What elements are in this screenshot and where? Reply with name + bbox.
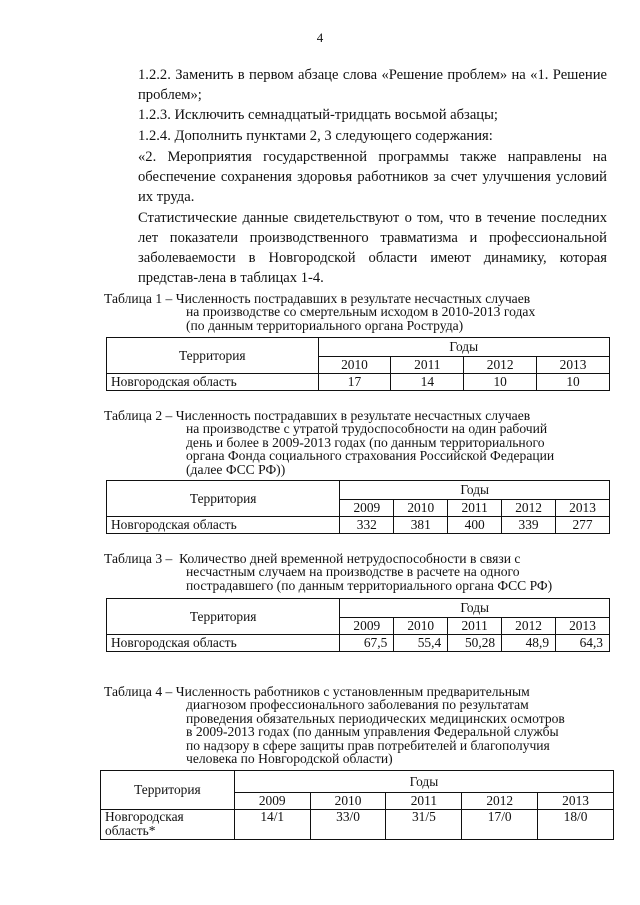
table-3 (106, 598, 610, 652)
table-cell: 18/0 (538, 810, 614, 840)
table-2 (106, 480, 610, 534)
table-cell: 48,9 (502, 635, 556, 652)
table-2-label: Таблица 2 – (104, 408, 173, 423)
table-cell: 17/0 (462, 810, 538, 840)
table-row (107, 517, 610, 534)
year-header: 2009 (234, 793, 310, 810)
year-header: 2010 (394, 618, 448, 635)
table-1 (106, 337, 610, 391)
row-territory-name: Новгородская область (107, 517, 340, 534)
table-cell: 10 (537, 374, 610, 391)
caption-line: (далее ФСС РФ)) (186, 461, 286, 477)
table-header-territory: Территория (101, 771, 235, 810)
caption-line: Численность пострадавших в результате несчастных случаев (175, 408, 531, 423)
paragraph-text: 1.2.3. Исключить семнадцатый-тридцать восьмой абзацы; (138, 107, 498, 123)
table-header-years: Годы (234, 771, 613, 793)
caption-line: человека по Новгородской области) (186, 751, 393, 767)
row-name-line: Новгородская (105, 809, 184, 824)
paragraph-1-2-4 (102, 126, 607, 146)
paragraph-1-2-2 (102, 65, 607, 105)
table-1-caption (104, 292, 614, 332)
year-header: 2011 (391, 357, 464, 374)
table-cell: 14 (391, 374, 464, 391)
paragraph-text: «2. Мероприятия государственной программы также направлены на обеспечение сохранения здоровья работников за счет улучшения условий их труда. (138, 149, 607, 205)
year-header: 2010 (318, 357, 391, 374)
paragraph-text: 1.2.2. Заменить в первом абзаце слова «Решение проблем» на «1. Решение проблем»; (138, 67, 607, 103)
year-header: 2012 (502, 618, 556, 635)
table-3-caption (104, 552, 614, 592)
table-cell: 381 (394, 517, 448, 534)
table-cell: 10 (464, 374, 537, 391)
table-4 (100, 770, 614, 840)
year-header: 2013 (538, 793, 614, 810)
table-cell: 33/0 (310, 810, 386, 840)
year-header: 2011 (386, 793, 462, 810)
row-territory-name (101, 810, 235, 840)
table-cell: 332 (340, 517, 394, 534)
year-header: 2011 (448, 618, 502, 635)
table-row (101, 810, 614, 840)
caption-line: (по данным территориального органа Роструда) (186, 317, 464, 333)
table-cell: 67,5 (340, 635, 394, 652)
caption-line: Количество дней временной нетрудоспособности в связи с (179, 551, 521, 566)
table-cell: 14/1 (234, 810, 310, 840)
year-header: 2012 (502, 500, 556, 517)
page-number: 4 (316, 30, 324, 45)
caption-line: в 2009-2013 годах (по данным управления Федеральной службы (186, 724, 559, 740)
caption-line: проведения обязательных периодических медицинских осмотров (186, 710, 565, 726)
caption-line: Численность работников с установленным предварительным (175, 684, 530, 699)
paragraph-text: Статистические данные свидетельствуют о том, что в течение последних лет показатели производственного травматизма и профессиональной заболеваемости в Новгородской области имеют динамику, которая представ-лена в таблицах 1-4. (138, 210, 607, 286)
table-row (107, 374, 610, 391)
caption-line: органа Фонда социального страхования Российской Федерации (186, 448, 555, 464)
paragraph-statistics (102, 208, 607, 288)
year-header: 2013 (556, 618, 610, 635)
caption-line: на производстве со смертельным исходом в 2010-2013 годах (186, 304, 536, 320)
caption-line: пострадавшего (по данным территориального органа ФСС РФ) (186, 577, 553, 593)
year-header: 2013 (537, 357, 610, 374)
table-header-years: Годы (318, 338, 609, 357)
caption-line: Численность пострадавших в результате несчастных случаев (175, 291, 531, 306)
year-header: 2012 (462, 793, 538, 810)
table-header-territory: Территория (107, 338, 319, 374)
year-header: 2013 (556, 500, 610, 517)
caption-line: по надзору в сфере защиты прав потребителей и благополучия (186, 737, 550, 753)
table-cell: 55,4 (394, 635, 448, 652)
table-4-caption (104, 685, 614, 765)
paragraph-program-2 (102, 147, 607, 207)
row-name-line: область* (105, 823, 156, 838)
caption-line: несчастным случаем на производстве в расчете на одного (186, 564, 520, 580)
year-header: 2009 (340, 500, 394, 517)
table-header-years: Годы (340, 599, 610, 618)
table-4-label: Таблица 4 – (104, 684, 173, 699)
table-2-caption (104, 409, 614, 476)
table-cell: 64,3 (556, 635, 610, 652)
table-3-label: Таблица 3 – (104, 551, 173, 566)
paragraph-1-2-3 (102, 105, 607, 125)
caption-line: диагнозом профессионального заболевания по результатам (186, 697, 529, 713)
year-header: 2009 (340, 618, 394, 635)
paragraph-text: 1.2.4. Дополнить пунктами 2, 3 следующего содержания: (138, 128, 493, 144)
table-header-years: Годы (340, 481, 610, 500)
caption-line: на производстве с утратой трудоспособности на один рабочий (186, 421, 548, 437)
row-territory-name: Новгородская область (107, 374, 319, 391)
year-header: 2012 (464, 357, 537, 374)
caption-line: день и более в 2009-2013 годах (по данным территориального (186, 434, 545, 450)
table-1-label: Таблица 1 – (104, 291, 173, 306)
year-header: 2010 (310, 793, 386, 810)
year-header: 2010 (394, 500, 448, 517)
table-cell: 400 (448, 517, 502, 534)
table-cell: 277 (556, 517, 610, 534)
row-territory-name: Новгородская область (107, 635, 340, 652)
table-cell: 17 (318, 374, 391, 391)
year-header: 2011 (448, 500, 502, 517)
table-cell: 339 (502, 517, 556, 534)
table-cell: 31/5 (386, 810, 462, 840)
table-header-territory: Территория (107, 481, 340, 517)
table-header-territory: Территория (107, 599, 340, 635)
table-cell: 50,28 (448, 635, 502, 652)
table-row (107, 635, 610, 652)
